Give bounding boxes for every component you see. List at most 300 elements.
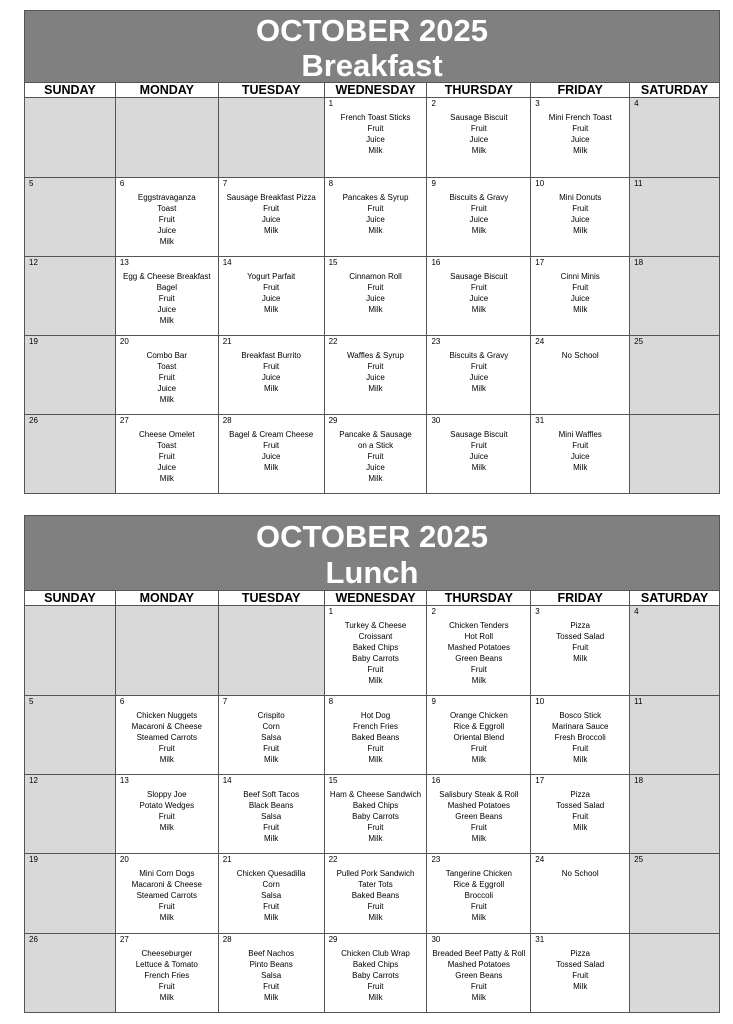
menu-item: Juice xyxy=(366,463,385,472)
menu-item: Milk xyxy=(471,755,486,764)
day-cell xyxy=(219,696,325,774)
menu-items xyxy=(427,868,530,923)
menu-item: Tossed Salad xyxy=(556,801,605,810)
menu-item: Waffles & Syrup xyxy=(347,351,404,360)
day-cell xyxy=(116,775,219,853)
day-cell xyxy=(219,257,325,335)
menu-item: Juice xyxy=(261,373,281,382)
day-number: 7 xyxy=(222,697,228,706)
menu-item: Milk xyxy=(573,146,588,155)
day-number: 17 xyxy=(535,776,545,785)
menu-item: Rice & Eggroll xyxy=(453,722,505,731)
day-cell xyxy=(116,696,219,774)
day-cell xyxy=(427,606,531,695)
menu-items xyxy=(219,948,324,1003)
day-cell xyxy=(531,775,630,853)
menu-item: Milk xyxy=(264,384,279,393)
week-row xyxy=(25,336,720,415)
menu-item: French Fries xyxy=(353,722,398,731)
day-number: 18 xyxy=(634,258,644,267)
day-cell xyxy=(25,336,116,414)
day-cell xyxy=(630,98,720,177)
menu-item: Macaroni & Cheese xyxy=(131,880,202,889)
menu-item: Milk xyxy=(368,993,383,1002)
menu-item: Baked Beans xyxy=(351,733,400,742)
day-cell xyxy=(219,336,325,414)
day-number: 15 xyxy=(328,776,338,785)
menu-item: Oriental Blend xyxy=(453,733,505,742)
menu-item: Fruit xyxy=(572,812,589,821)
menu-item: Mini French Toast xyxy=(548,113,612,122)
day-number: 9 xyxy=(431,179,436,188)
menu-item: Chicken Nuggets xyxy=(136,711,198,720)
menu-item: Steamed Carrots xyxy=(136,891,198,900)
day-number: 3 xyxy=(535,607,540,616)
menu-item: Marinara Sauce xyxy=(551,722,609,731)
day-header-tuesday: TUESDAY xyxy=(219,83,325,97)
menu-item: Milk xyxy=(471,384,486,393)
menu-item: Eggstravaganza xyxy=(137,193,196,202)
day-cell xyxy=(116,415,219,493)
menu-items xyxy=(325,868,427,923)
day-header-thursday: THURSDAY xyxy=(427,591,531,605)
menu-item: Yogurt Parfait xyxy=(247,272,296,281)
day-number: 17 xyxy=(535,258,545,267)
menu-item: Milk xyxy=(264,755,279,764)
menu-item: Beef Nachos xyxy=(248,949,295,958)
menu-item: Milk xyxy=(573,755,588,764)
week-row xyxy=(25,415,720,494)
breakfast-header xyxy=(24,10,720,83)
menu-item: Lettuce & Tomato xyxy=(135,960,198,969)
menu-item: Breaded Beef Patty & Roll xyxy=(432,949,526,958)
menu-item: Green Beans xyxy=(455,812,503,821)
menu-item: Juice xyxy=(469,452,489,461)
week-row xyxy=(25,854,720,934)
day-number: 8 xyxy=(328,179,334,188)
menu-item: Chicken Tenders xyxy=(449,621,509,630)
menu-item: Tater Tots xyxy=(358,880,393,889)
day-header-saturday: SATURDAY xyxy=(630,591,720,605)
day-number: 2 xyxy=(431,607,436,616)
menu-item: Mini Corn Dogs xyxy=(139,869,195,878)
day-cell xyxy=(630,775,720,853)
menu-item: Fruit xyxy=(470,204,487,213)
day-header-monday: MONDAY xyxy=(116,83,219,97)
day-number: 20 xyxy=(119,855,129,864)
menu-items xyxy=(531,948,629,992)
menu-items xyxy=(219,710,324,765)
day-cell xyxy=(531,415,630,493)
menu-item: Milk xyxy=(471,463,486,472)
menu-item: Fruit xyxy=(367,902,384,911)
menu-item: Juice xyxy=(469,294,489,303)
menu-items xyxy=(219,350,324,394)
day-number: 3 xyxy=(535,99,540,108)
menu-item: Fruit xyxy=(263,982,280,991)
day-cell xyxy=(325,415,428,493)
day-number: 25 xyxy=(634,855,644,864)
menu-item: Tangerine Chicken xyxy=(445,869,512,878)
menu-items xyxy=(325,789,427,844)
menu-item: Baked Chips xyxy=(352,960,399,969)
day-cell xyxy=(219,854,325,933)
day-cell xyxy=(325,934,428,1012)
menu-item: Chicken Quesadilla xyxy=(236,869,306,878)
menu-item: Macaroni & Cheese xyxy=(131,722,202,731)
menu-item: Fruit xyxy=(263,441,280,450)
day-header-monday: MONDAY xyxy=(116,591,219,605)
day-number: 4 xyxy=(634,607,639,616)
menu-item: Sloppy Joe xyxy=(147,790,187,799)
day-number: 31 xyxy=(535,935,545,944)
lunch-grid xyxy=(24,606,720,1013)
menu-items xyxy=(531,710,629,765)
lunch-header xyxy=(24,515,720,591)
day-cell xyxy=(25,606,116,695)
day-number: 28 xyxy=(222,416,232,425)
day-number: 28 xyxy=(222,935,232,944)
menu-item: Milk xyxy=(264,463,279,472)
menu-item: Cinnamon Roll xyxy=(349,272,402,281)
menu-item: Mini Donuts xyxy=(559,193,602,202)
menu-item: Fruit xyxy=(367,823,384,832)
day-cell xyxy=(25,415,116,493)
week-row xyxy=(25,775,720,854)
menu-items xyxy=(116,429,218,484)
menu-item: Croissant xyxy=(358,632,393,641)
menu-item: Fruit xyxy=(367,362,384,371)
menu-item: Tossed Salad xyxy=(556,960,605,969)
day-cell xyxy=(219,934,325,1012)
menu-item: Juice xyxy=(157,226,177,235)
day-cell xyxy=(325,336,428,414)
menu-item: Fruit xyxy=(367,124,384,133)
day-cell xyxy=(630,696,720,774)
menu-item: Milk xyxy=(368,305,383,314)
menu-item: Potato Wedges xyxy=(139,801,195,810)
menu-item: Pizza xyxy=(570,621,590,630)
day-cell xyxy=(116,854,219,933)
menu-item: Milk xyxy=(471,834,486,843)
menu-item: Bagel xyxy=(156,283,178,292)
menu-item: Pizza xyxy=(570,790,590,799)
menu-item: Fruit xyxy=(367,452,384,461)
menu-item: Milk xyxy=(159,823,174,832)
menu-item: Juice xyxy=(261,215,281,224)
menu-items xyxy=(325,192,427,236)
day-number: 12 xyxy=(29,258,38,267)
day-cell xyxy=(531,606,630,695)
day-number: 11 xyxy=(634,697,643,706)
menu-item: Ham & Cheese Sandwich xyxy=(329,790,422,799)
day-cell xyxy=(531,696,630,774)
menu-item: Crispito xyxy=(257,711,285,720)
menu-item: Pulled Pork Sandwich xyxy=(336,869,415,878)
menu-item: Salsa xyxy=(261,812,282,821)
day-cell xyxy=(25,178,116,256)
day-cell xyxy=(427,336,531,414)
day-cell xyxy=(531,98,630,177)
week-row xyxy=(25,934,720,1013)
menu-item: Pancake & Sausage xyxy=(339,430,412,439)
menu-item: Pinto Beans xyxy=(249,960,293,969)
week-row xyxy=(25,178,720,257)
menu-items xyxy=(531,350,629,361)
menu-item: Fruit xyxy=(158,452,175,461)
menu-items xyxy=(325,271,427,315)
day-cell xyxy=(116,257,219,335)
menu-item: Green Beans xyxy=(455,971,503,980)
day-number: 29 xyxy=(328,416,338,425)
menu-items xyxy=(116,350,218,405)
menu-item: Milk xyxy=(471,226,486,235)
menu-item: Milk xyxy=(471,676,486,685)
menu-item: French Fries xyxy=(144,971,190,980)
menu-item: Cheeseburger xyxy=(141,949,193,958)
day-header-sunday: SUNDAY xyxy=(25,83,116,97)
menu-item: No School xyxy=(561,351,599,360)
menu-item: Fruit xyxy=(367,744,384,753)
day-number: 18 xyxy=(634,776,644,785)
menu-items xyxy=(531,192,629,236)
menu-item: Salsa xyxy=(261,891,282,900)
menu-item: Juice xyxy=(570,294,590,303)
menu-item: French Toast Sticks xyxy=(340,113,411,122)
menu-item: Fruit xyxy=(158,294,175,303)
menu-items xyxy=(325,948,427,1003)
day-cell xyxy=(531,854,630,933)
menu-item: Milk xyxy=(471,993,486,1002)
day-cell xyxy=(116,336,219,414)
day-cell xyxy=(630,415,720,493)
menu-item: Fruit xyxy=(367,283,384,292)
menu-item: Egg & Cheese Breakfast xyxy=(123,272,211,281)
day-number: 11 xyxy=(634,179,643,188)
menu-item: Sausage Biscuit xyxy=(450,272,508,281)
day-number: 16 xyxy=(431,776,441,785)
menu-item: Milk xyxy=(159,755,174,764)
menu-item: Bagel & Cream Cheese xyxy=(229,430,314,439)
menu-items xyxy=(531,271,629,315)
menu-item: Sausage Biscuit xyxy=(450,430,508,439)
day-number: 23 xyxy=(431,337,441,346)
menu-item: Mashed Potatoes xyxy=(447,960,510,969)
menu-item: Milk xyxy=(159,316,174,325)
menu-item: Mini Waffles xyxy=(558,430,602,439)
day-cell xyxy=(531,336,630,414)
day-number: 22 xyxy=(328,337,338,346)
menu-item: Salsa xyxy=(261,971,282,980)
menu-item: Salsa xyxy=(261,733,282,742)
menu-item: Fruit xyxy=(158,902,175,911)
menu-items xyxy=(427,620,530,686)
menu-item: Fruit xyxy=(470,982,487,991)
day-cell xyxy=(325,854,428,933)
menu-item: Cinni Minis xyxy=(560,272,600,281)
menu-item: Juice xyxy=(157,384,177,393)
menu-item: Fruit xyxy=(572,441,589,450)
menu-item: Fruit xyxy=(158,982,175,991)
day-cell xyxy=(630,336,720,414)
menu-item: Juice xyxy=(366,373,385,382)
day-number: 30 xyxy=(431,935,441,944)
day-number: 25 xyxy=(634,337,644,346)
week-row xyxy=(25,257,720,336)
menu-item: Rice & Eggroll xyxy=(453,880,505,889)
menu-items xyxy=(427,789,530,844)
day-number: 26 xyxy=(29,416,38,425)
day-number: 5 xyxy=(29,179,34,188)
menu-item: Fruit xyxy=(367,982,384,991)
menu-item: Fruit xyxy=(158,215,175,224)
day-cell xyxy=(630,257,720,335)
day-number: 30 xyxy=(431,416,441,425)
menu-items xyxy=(219,868,324,923)
day-cell xyxy=(25,934,116,1012)
day-number: 27 xyxy=(119,935,129,944)
day-cell xyxy=(116,98,219,177)
menu-item: Juice xyxy=(366,135,385,144)
day-number: 6 xyxy=(119,697,125,706)
menu-item: Sausage Breakfast Pizza xyxy=(226,193,316,202)
menu-item: Toast xyxy=(157,441,177,450)
menu-item: No School xyxy=(561,869,599,878)
day-cell xyxy=(427,696,531,774)
menu-item: Fruit xyxy=(470,902,487,911)
menu-items xyxy=(427,112,530,156)
menu-item: Baby Carrots xyxy=(352,654,399,663)
menu-item: Fruit xyxy=(263,283,280,292)
day-cell xyxy=(630,178,720,256)
menu-item: Fruit xyxy=(572,124,589,133)
menu-item: Milk xyxy=(264,305,279,314)
day-cell xyxy=(25,775,116,853)
menu-item: Milk xyxy=(159,395,174,404)
menu-item: Milk xyxy=(573,823,588,832)
menu-item: Fruit xyxy=(572,204,589,213)
menu-item: Milk xyxy=(368,755,383,764)
menu-item: Milk xyxy=(368,384,383,393)
menu-item: Milk xyxy=(264,226,279,235)
day-number: 15 xyxy=(328,258,338,267)
breakfast-subtitle: Breakfast xyxy=(301,48,443,83)
menu-item: Juice xyxy=(469,135,489,144)
menu-item: Fruit xyxy=(158,744,175,753)
menu-item: Fruit xyxy=(572,283,589,292)
day-number: 6 xyxy=(119,179,125,188)
day-header-saturday: SATURDAY xyxy=(630,83,720,97)
day-cell xyxy=(25,257,116,335)
menu-item: on a Stick xyxy=(357,441,394,450)
day-cell xyxy=(325,775,428,853)
menu-items xyxy=(531,868,629,879)
day-cell xyxy=(427,934,531,1012)
lunch-calendar xyxy=(24,515,720,1013)
menu-item: Fruit xyxy=(367,204,384,213)
menu-item: Pizza xyxy=(570,949,590,958)
menu-item: Milk xyxy=(573,982,588,991)
menu-item: Corn xyxy=(262,722,280,731)
menu-item: Juice xyxy=(570,452,590,461)
day-cell xyxy=(427,257,531,335)
day-cell xyxy=(116,934,219,1012)
menu-item: Juice xyxy=(157,305,177,314)
menu-item: Corn xyxy=(262,880,280,889)
menu-items xyxy=(531,620,629,664)
menu-item: Combo Bar xyxy=(146,351,188,360)
menu-item: Bosco Stick xyxy=(559,711,602,720)
day-number: 10 xyxy=(535,179,545,188)
menu-items xyxy=(325,710,427,765)
day-number: 16 xyxy=(431,258,441,267)
menu-item: Fruit xyxy=(470,283,487,292)
day-cell xyxy=(630,854,720,933)
day-cell xyxy=(325,98,428,177)
menu-item: Biscuits & Gravy xyxy=(449,193,509,202)
menu-item: Juice xyxy=(366,294,385,303)
day-cell xyxy=(427,854,531,933)
menu-item: Milk xyxy=(368,913,383,922)
day-number: 10 xyxy=(535,697,545,706)
menu-items xyxy=(116,710,218,765)
menu-items xyxy=(219,192,324,236)
menu-item: Fruit xyxy=(367,665,384,674)
day-number: 13 xyxy=(119,776,129,785)
day-number: 24 xyxy=(535,855,545,864)
menu-item: Milk xyxy=(471,305,486,314)
menu-item: Milk xyxy=(159,237,174,246)
menu-item: Fruit xyxy=(263,204,280,213)
menu-item: Milk xyxy=(264,834,279,843)
menu-items xyxy=(116,271,218,326)
menu-items xyxy=(325,429,427,484)
day-cell xyxy=(531,257,630,335)
day-cell xyxy=(219,178,325,256)
menu-item: Milk xyxy=(573,463,588,472)
week-row xyxy=(25,606,720,696)
menu-items xyxy=(219,271,324,315)
menu-item: Fruit xyxy=(470,362,487,371)
menu-item: Milk xyxy=(368,676,383,685)
menu-item: Broccoli xyxy=(464,891,494,900)
day-number: 22 xyxy=(328,855,338,864)
day-number: 19 xyxy=(29,855,38,864)
day-cell xyxy=(325,606,428,695)
menu-items xyxy=(427,192,530,236)
menu-item: Milk xyxy=(573,226,588,235)
menu-items xyxy=(427,710,530,765)
menu-item: Mashed Potatoes xyxy=(447,801,510,810)
breakfast-day-headers xyxy=(24,83,720,98)
menu-item: Green Beans xyxy=(455,654,503,663)
menu-item: Juice xyxy=(261,294,281,303)
day-number: 1 xyxy=(328,99,334,108)
menu-items xyxy=(427,271,530,315)
menu-item: Milk xyxy=(159,993,174,1002)
menu-item: Fruit xyxy=(572,643,589,652)
menu-item: Tossed Salad xyxy=(556,632,605,641)
menu-items xyxy=(116,192,218,247)
day-cell xyxy=(427,415,531,493)
week-row xyxy=(25,696,720,775)
day-number: 13 xyxy=(119,258,129,267)
menu-item: Milk xyxy=(573,305,588,314)
menu-items xyxy=(325,112,427,156)
breakfast-title: OCTOBER 2025 xyxy=(255,13,488,48)
day-number: 19 xyxy=(29,337,38,346)
day-cell xyxy=(25,854,116,933)
